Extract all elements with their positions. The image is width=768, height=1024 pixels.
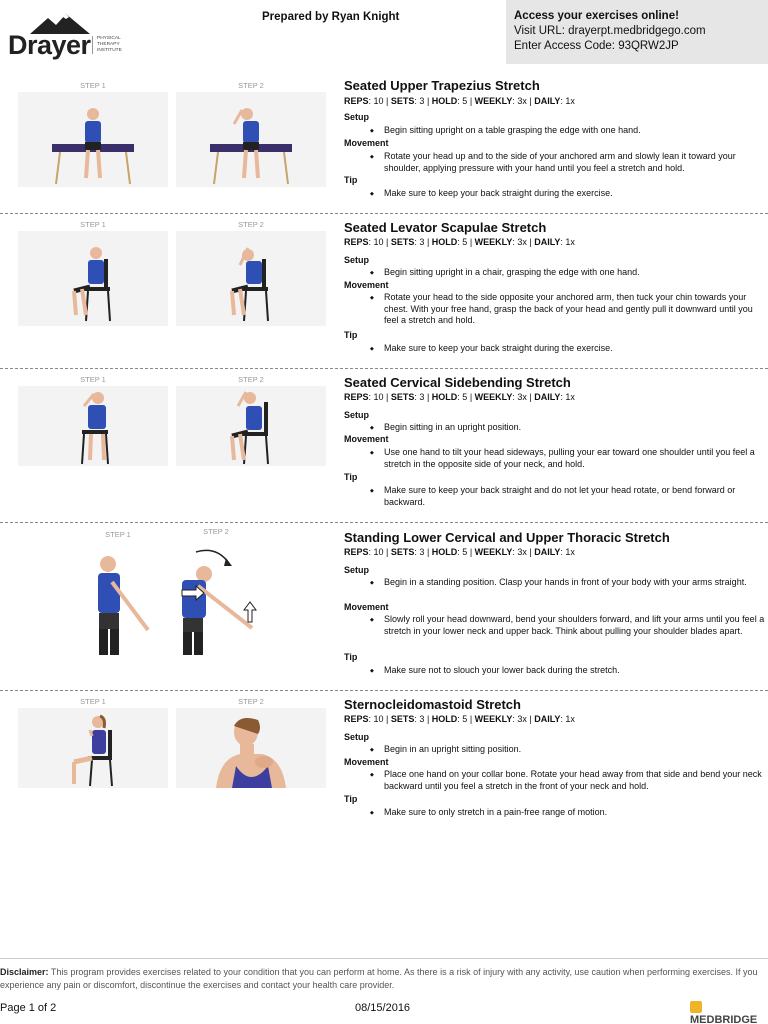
movement-text: ◆ Slowly roll your head downward, bend your shoulders forward, and lift your arms until you feel a stretch in your lower neck and upper back. Think about pulling your shoulder blades apart.: [384, 614, 766, 637]
setup-text: ◆ Begin sitting upright on a table grasping the edge with one hand.: [384, 125, 766, 137]
movement-text: ◆ Use one hand to tilt your head sideways, pulling your ear toward one shoulder until you feel a stretch in the opposite side of your neck, and hold.: [384, 447, 766, 470]
movement-heading: Movement: [344, 757, 389, 767]
movement-heading: Movement: [344, 138, 389, 148]
disclaimer: [0, 966, 768, 992]
medbridge-wordmark: MEDBRIDGE: [690, 1014, 758, 1024]
step1-label: STEP 1: [80, 697, 106, 706]
movement-heading: Movement: [344, 434, 389, 444]
disclaimer-text: This program provides exercises related to your condition that you can perform at home. As there is a risk of injury with any activity, use caution when performing exercises. If you experience any pain or discomfort, discontinue the exercises and contact your health care provider.: [0, 967, 758, 990]
step2-image: [176, 542, 276, 657]
step1-label: STEP 1: [80, 375, 106, 384]
tip-text: ◆ Make sure to keep your back straight during the exercise.: [384, 188, 766, 200]
medbridge-logo: [690, 1001, 768, 1024]
divider: [0, 522, 768, 523]
exercise-params: REPS: 10 | SETS: 3 | HOLD: 5 | WEEKLY: 3x | DAILY: 1x: [344, 547, 575, 557]
setup-text: ◆ Begin sitting in an upright position.: [384, 422, 766, 434]
divider: [0, 690, 768, 691]
step1-image: [18, 708, 168, 788]
access-code: Enter Access Code: 93QRW2JP: [514, 40, 679, 52]
step1-image: [18, 92, 168, 187]
step2-label: STEP 2: [238, 697, 264, 706]
step2-label: STEP 2: [238, 81, 264, 90]
tip-heading: Tip: [344, 472, 358, 482]
print-date: 08/15/2016: [355, 1002, 411, 1014]
setup-heading: Setup: [344, 410, 370, 420]
footer-divider: [0, 958, 768, 959]
tip-text: ◆ Make sure to keep your back straight during the exercise.: [384, 343, 766, 355]
tip-heading: Tip: [344, 330, 358, 340]
tip-text: ◆ Make sure to only stretch in a pain-free range of motion.: [384, 807, 766, 819]
step1-label: STEP 1: [80, 220, 106, 229]
access-title: Access your exercises online!: [514, 10, 679, 22]
divider: [0, 213, 768, 214]
logo-subtitle: PHYSICAL THERAPY INSTITUTE: [92, 36, 132, 54]
page-header: [0, 0, 768, 66]
tip-text: ◆ Make sure not to slouch your lower back during the stretch.: [384, 665, 766, 677]
drayer-logo: [8, 14, 128, 60]
exercise-title: Sternocleidomastoid Stretch: [344, 697, 521, 712]
logo-wordmark: Drayer: [8, 30, 91, 60]
step2-image: [176, 386, 326, 466]
step2-label: STEP 2: [238, 220, 264, 229]
exercise-title: Seated Cervical Sidebending Stretch: [344, 375, 571, 390]
setup-text: ◆ Begin in a standing position. Clasp your hands in front of your body with your arms straight.: [384, 577, 766, 589]
step2-label: STEP 2: [238, 375, 264, 384]
access-box: [506, 0, 768, 64]
exercise-params: REPS: 10 | SETS: 3 | HOLD: 5 | WEEKLY: 3x | DAILY: 1x: [344, 392, 575, 402]
movement-text: ◆ Place one hand on your collar bone. Rotate your head away from that side and bend your neck backward until you feel a stretch in the front of your neck and hold.: [384, 769, 766, 792]
setup-text: ◆ Begin sitting upright in a chair, grasping the edge with one hand.: [384, 267, 766, 279]
movement-heading: Movement: [344, 280, 389, 290]
exercise-title: Standing Lower Cervical and Upper Thoracic Stretch: [344, 530, 670, 545]
tip-text: ◆ Make sure to keep your back straight and do not let your head rotate, or bend forward or backward.: [384, 485, 766, 508]
setup-heading: Setup: [344, 565, 370, 575]
disclaimer-label: Disclaimer:: [0, 967, 49, 977]
setup-text: ◆ Begin in an upright sitting position.: [384, 744, 766, 756]
step2-image: [176, 708, 326, 788]
step1-image: [18, 386, 168, 466]
access-url[interactable]: Visit URL: drayerpt.medbridgego.com: [514, 25, 706, 37]
step1-image: [78, 542, 168, 657]
tip-heading: Tip: [344, 794, 358, 804]
setup-heading: Setup: [344, 112, 370, 122]
divider: [0, 368, 768, 369]
step1-image: [18, 231, 168, 326]
movement-text: ◆ Rotate your head to the side opposite your anchored arm, then tuck your chin towards your chest. With your free hand, grasp the back of your head and gently pull it downward until you feel a stretch and hold.: [384, 292, 766, 327]
tip-heading: Tip: [344, 652, 358, 662]
prepared-by: Prepared by Ryan Knight: [262, 11, 400, 23]
exercise-title: Seated Upper Trapezius Stretch: [344, 78, 540, 93]
step2-image: [176, 231, 326, 326]
exercise-params: REPS: 10 | SETS: 3 | HOLD: 5 | WEEKLY: 3x | DAILY: 1x: [344, 237, 575, 247]
movement-heading: Movement: [344, 602, 389, 612]
exercise-title: Seated Levator Scapulae Stretch: [344, 220, 547, 235]
medbridge-icon: [690, 1001, 702, 1013]
movement-text: ◆ Rotate your head up and to the side of your anchored arm and slowly lean it toward your shoulder, applying pressure with your hand until you feel a stretch and hold.: [384, 151, 766, 174]
page-number: Page 1 of 2: [0, 1002, 57, 1014]
step1-label: STEP 1: [105, 530, 131, 539]
exercise-params: REPS: 10 | SETS: 3 | HOLD: 5 | WEEKLY: 3x | DAILY: 1x: [344, 96, 575, 106]
setup-heading: Setup: [344, 255, 370, 265]
step2-label: STEP 2: [203, 527, 229, 536]
tip-heading: Tip: [344, 175, 358, 185]
exercise-params: REPS: 10 | SETS: 3 | HOLD: 5 | WEEKLY: 3x | DAILY: 1x: [344, 714, 575, 724]
step2-image: [176, 92, 326, 187]
setup-heading: Setup: [344, 732, 370, 742]
step1-label: STEP 1: [80, 81, 106, 90]
